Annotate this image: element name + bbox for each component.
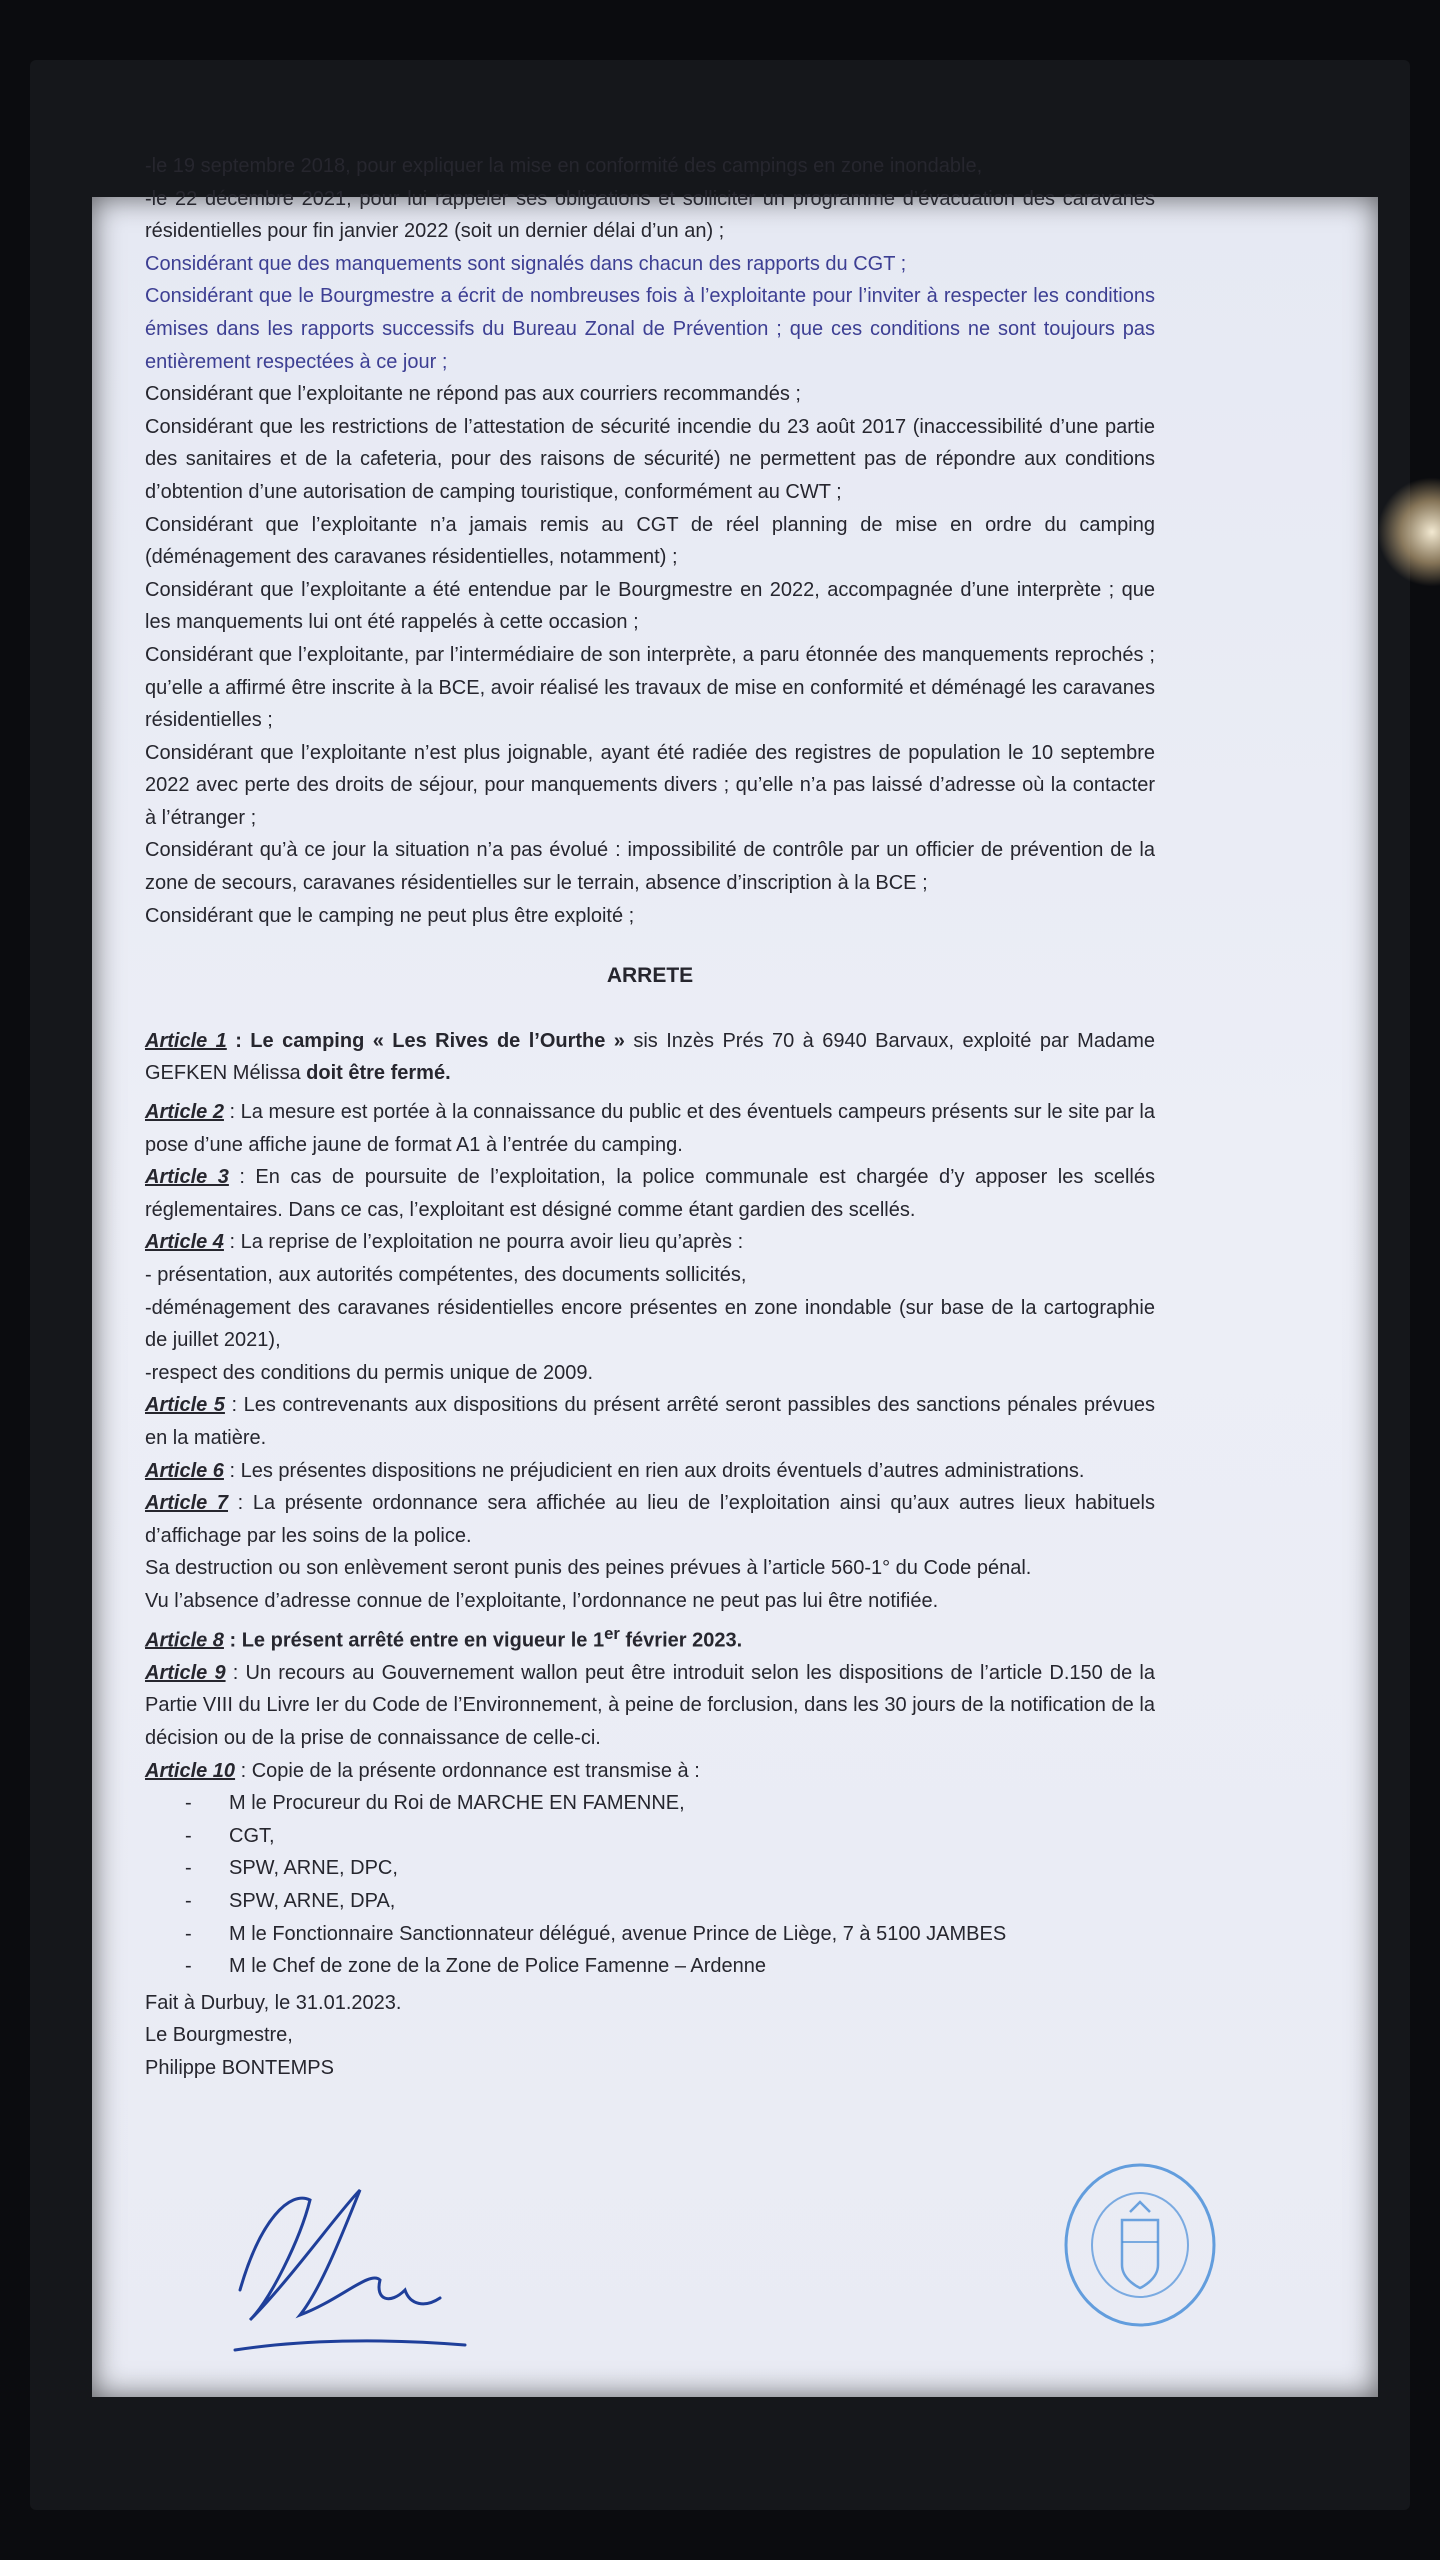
article-7-extra-1: Sa destruction ou son enlèvement seront punis des peines prévues à l’article 560-1° du Code pénal. (145, 1557, 1032, 1580)
paragraph-5: Considérant que l’exploitante ne répond pas aux courriers recommandés ; (145, 383, 801, 406)
article-1-text: sis Inzès Prés 70 à 6940 Barvaux, exploité par Madame GEFKEN Mélissa (145, 1029, 1155, 1085)
article-10-label: Article 10 (145, 1759, 236, 1782)
article-5 (145, 1389, 1155, 1454)
article-8-text: : Le présent arrêté entre en vigueur le 1 (223, 1629, 605, 1652)
article-3 (145, 1161, 1155, 1226)
article-9 (145, 1657, 1155, 1755)
article-4-text: : La reprise de l’exploitation ne pourra avoir lieu qu’après : (223, 1231, 744, 1254)
list-item: - M le Procureur du Roi de MARCHE EN FAMENNE, (185, 1787, 1155, 1820)
signoff (145, 1987, 1155, 2085)
list-item: - SPW, ARNE, DPA, (185, 1885, 1155, 1918)
paragraph-6: Considérant que les restrictions de l’attestation de sécurité incendie du 23 août 2017 (inaccessibilité d’une partie des sanitaires et de la cafeteria, pour des raisons de sécurité) ne permettent pas de répondre aux conditions d’obtention d’une autorisation de camping touristique, conformément au CWT ; (145, 415, 1155, 503)
article-2-text: : La mesure est portée à la connaissance du public et des éventuels campeurs présents sur le site par la pose d’une affiche jaune de format A1 à l’entrée du camping. (145, 1101, 1155, 1156)
article-8-text-end: février 2023. (619, 1629, 743, 1652)
paragraph-10: Considérant que l’exploitante n’est plus joignable, ayant été radiée des registres de population le 10 septembre 2022 avec perte des droits de séjour, pour manquements divers ; qu’elle n’a pas laissé d’adresse où la contacter à l’étranger ; (145, 741, 1155, 829)
paragraph-3: Considérant que des manquements sont signalés dans chacun des rapports du CGT ; (145, 252, 907, 275)
article-8-label: Article 8 (145, 1629, 224, 1652)
article-5-text: : Les contrevenants aux dispositions du présent arrêté seront passibles des sanctions pénales prévues en la matière. (145, 1394, 1156, 1449)
signoff-role: Le Bourgmestre, (145, 2024, 293, 2047)
article-5-label: Article 5 (145, 1394, 225, 1417)
document-title: ARRETE (606, 964, 694, 988)
article-3-text: : En cas de poursuite de l’exploitation, la police communale est chargée d’y apposer les scellés réglementaires. Dans ce cas, l’exploitant est désigné comme étant gardien des scellés. (145, 1166, 1155, 1221)
article-9-label: Article 9 (145, 1661, 226, 1684)
recipients-list (145, 1787, 1155, 1983)
article-4-label: Article 4 (145, 1231, 224, 1254)
article-10 (145, 1755, 1155, 1788)
article-2 (145, 1096, 1155, 1161)
document-body (145, 150, 1155, 2085)
paragraph-11: Considérant qu’à ce jour la situation n’a pas évolué : impossibilité de contrôle par un officier de prévention de la zone de secours, caravanes résidentielles sur le terrain, absence d’inscription à la BCE ; (145, 839, 1155, 895)
article-2-label: Article 2 (145, 1101, 224, 1124)
article-9-text: : Un recours au Gouvernement wallon peut être introduit selon les dispositions de l’article D.150 de la Partie VIII du Livre Ier du Code de l’Environnement, à peine de forclusion, dans les 30 jours de la notification de la décision ou de la prise de connaissance de celle-ci. (145, 1661, 1155, 1749)
paragraph-12: Considérant que le camping ne peut plus être exploité ; (145, 904, 635, 927)
article-4 (145, 1226, 1155, 1259)
article-7 (145, 1487, 1155, 1552)
article-3-label: Article 3 (145, 1166, 229, 1189)
article-7-label: Article 7 (145, 1492, 229, 1515)
article-6 (145, 1455, 1155, 1488)
article-4-item-2: -déménagement des caravanes résidentielles encore présentes en zone inondable (sur base de la cartographie de juillet 2021), (145, 1296, 1155, 1352)
municipal-stamp (1060, 2160, 1220, 2330)
list-item: - SPW, ARNE, DPC, (185, 1852, 1155, 1885)
list-item: - CGT, (185, 1820, 1155, 1853)
paragraph-2: -le 22 décembre 2021, pour lui rappeler ses obligations et solliciter un programme d’évacuation des caravanes résidentielles pour fin janvier 2022 (soit un dernier délai d’un an) ; (145, 187, 1155, 243)
article-8-sup: er (604, 1623, 620, 1643)
article-6-text: : Les présentes dispositions ne préjudicient en rien aux droits éventuels d’autres administrations. (223, 1459, 1085, 1482)
paragraph-8: Considérant que l’exploitante a été entendue par le Bourgmestre en 2022, accompagnée d’une interprète ; que les manquements lui ont été rappelés à cette occasion ; (145, 578, 1155, 634)
paragraph-4: Considérant que le Bourgmestre a écrit de nombreuses fois à l’exploitante pour l’inviter à respecter les conditions émises dans les rapports successifs du Bureau Zonal de Prévention ; que ces conditions ne sont toujours pas entièrement respectées à ce jour ; (145, 285, 1155, 373)
paragraph-7: Considérant que l’exploitante n’a jamais remis au CGT de réel planning de mise en ordre du camping (déménagement des caravanes résidentielles, notamment) ; (145, 513, 1155, 569)
article-1-label: Article 1 (145, 1029, 227, 1052)
article-7-text: : La présente ordonnance sera affichée au lieu de l’exploitation ainsi qu’aux autres lieux habituels d’affichage par les soins de la police. (145, 1492, 1155, 1547)
signoff-place-date: Fait à Durbuy, le 31.01.2023. (145, 1991, 402, 2014)
article-8 (145, 1618, 1155, 1657)
article-1-bold-a: : Le camping « Les Rives de l’Ourthe » (226, 1029, 625, 1052)
paragraph-9: Considérant que l’exploitante, par l’intermédiaire de son interprète, a paru étonnée des manquements reprochés ; qu’elle a affirmé être inscrite à la BCE, avoir réalisé les travaux de mise en conformité et déménagé les caravanes résidentielles ; (145, 643, 1155, 732)
list-item: - M le Chef de zone de la Zone de Police Famenne – Ardenne (185, 1950, 1155, 1983)
article-6-label: Article 6 (145, 1459, 224, 1482)
signoff-name: Philippe BONTEMPS (145, 2056, 334, 2079)
article-1-bold-b: doit être fermé. (306, 1062, 451, 1085)
paragraph-1: -le 19 septembre 2018, pour expliquer la mise en conformité des campings en zone inondable, (145, 155, 983, 177)
article-1 (145, 1025, 1155, 1090)
article-10-text: : Copie de la présente ordonnance est transmise à : (235, 1759, 700, 1782)
article-7-extra-2: Vu l’absence d’adresse connue de l’exploitante, l’ordonnance ne peut pas lui être notifiée. (145, 1589, 939, 1612)
article-4-item-1: - présentation, aux autorités compétentes, des documents sollicités, (145, 1264, 747, 1286)
list-item: - M le Fonctionnaire Sanctionnateur délégué, avenue Prince de Liège, 7 à 5100 JAMBES (185, 1918, 1155, 1951)
article-4-item-3: -respect des conditions du permis unique de 2009. (145, 1361, 594, 1384)
handwritten-signature (230, 2180, 470, 2360)
